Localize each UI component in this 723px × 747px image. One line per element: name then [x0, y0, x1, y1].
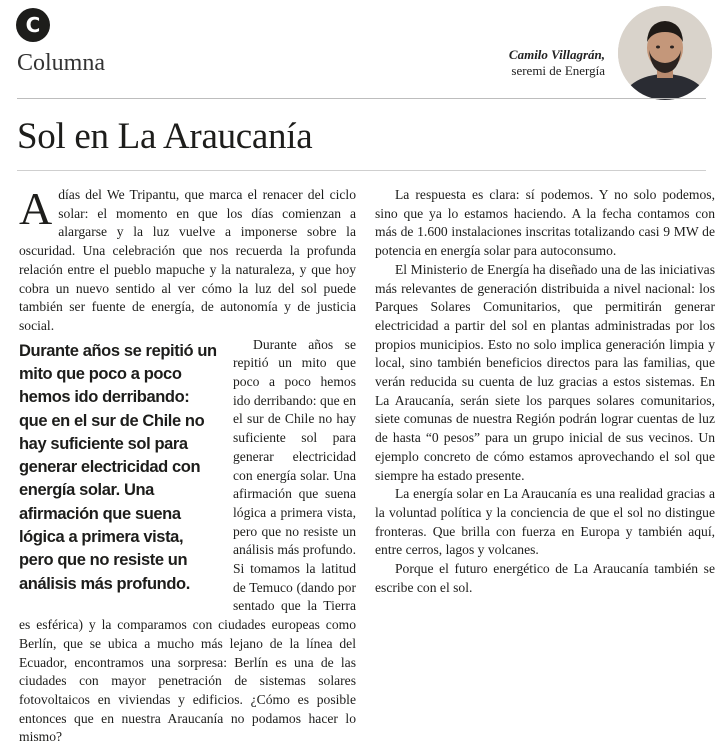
author-name: Camilo Villagrán,	[508, 47, 605, 62]
article-column-right	[375, 186, 715, 597]
paragraph-text: días del We Tripantu, que marca el renacer del ciclo solar: el momento en que los días comienzan a alargarse y la luz vuelve a imponerse sobre la oscuridad. Una celebración que nos recuerda la profunda relación entre el pueblo mapuche y la naturaleza, y que hoy cobra un nuevo sentido al ver cómo la luz del sol puede también ser fuente de energía, de autonomía y de justicia social.	[19, 187, 356, 333]
section-badge-letter: C	[25, 13, 41, 37]
drop-cap: A	[19, 183, 53, 234]
header-divider	[17, 98, 706, 99]
section-badge	[16, 8, 50, 42]
author-block	[509, 47, 605, 79]
article-paragraph: Durante años se repitió un mito que poco a poco hemos ido derribando: que en el sur de Chile no hay suficiente sol para generar electricidad con energía solar. Una afirmación que suena lógica a primera vista, pero que no resiste un análisis más profundo. Si tomamos la latitud de Temuco (dando por sentado que la Tierra es esférica) y la comparamos con ciudades europeas como Berlín, que se ubica a mucho más lejano de la línea del Ecuador, encontramos una sorpresa: Berlín es una de las ciudades con mayor penetración de sistemas solares fotovoltaicos en viviendas y edificios. ¿Cómo es posible entonces que en nuestra Araucanía no podamos hacer lo mismo?	[19, 336, 356, 745]
article-paragraph: La respuesta es clara: sí podemos. Y no solo podemos, sino que ya lo estamos haciendo. A la fecha contamos con más de 1.600 instalaciones inscritas totalizando casi 9 MW de potencia en energía solar para autoconsumo.	[375, 187, 715, 259]
article-paragraph: El Ministerio de Energía ha diseñado una de las iniciativas más relevantes de generación distribuida a nivel nacional: los Parques Solares Comunitarios, que permitirán generar electricidad a partir del sol en plantas administradas por los propios municipios. Esto no solo implica generación limpia y local, sino también beneficios directos para las familias, que verán reducida su cuenta de luz gracias a estos sistemas. En La Araucanía, serán siete los parques solares comunitarios, siete comunas de nuestra Región podrán lograr cuentas de luz de hasta “0 pesos” para un grupo inicial de sus vecinos. Un ejemplo concreto de cómo estamos aprovechando el sol que siempre ha estado presente.	[375, 261, 715, 483]
article-paragraph: La energía solar en La Araucanía es una realidad gracias a la voluntad política y la conciencia de que el sol no distingue fronteras. Que brilla con fuerza en Europa y también aquí, entre cerros, lagos y volcanes.	[375, 486, 715, 558]
pull-quote: Durante años se repitió un mito que poco a poco hemos ido derribando: que en el sur de Chile no hay suficiente sol para generar electricidad con energía solar. Una afirmación que suena lógica a primera vista, pero que no resiste un análisis más profundo.	[19, 341, 217, 593]
author-portrait-icon	[618, 6, 712, 100]
article-headline: Sol en La Araucanía	[17, 116, 313, 157]
section-label: Columna	[17, 50, 105, 76]
article-paragraph: Porque el futuro energético de La Araucanía también se escribe con el sol.	[375, 561, 715, 595]
author-photo	[618, 6, 712, 100]
article-paragraph	[19, 183, 356, 336]
author-role: seremi de Energía	[511, 63, 605, 78]
headline-divider	[17, 170, 706, 171]
article-column-left	[19, 183, 356, 747]
